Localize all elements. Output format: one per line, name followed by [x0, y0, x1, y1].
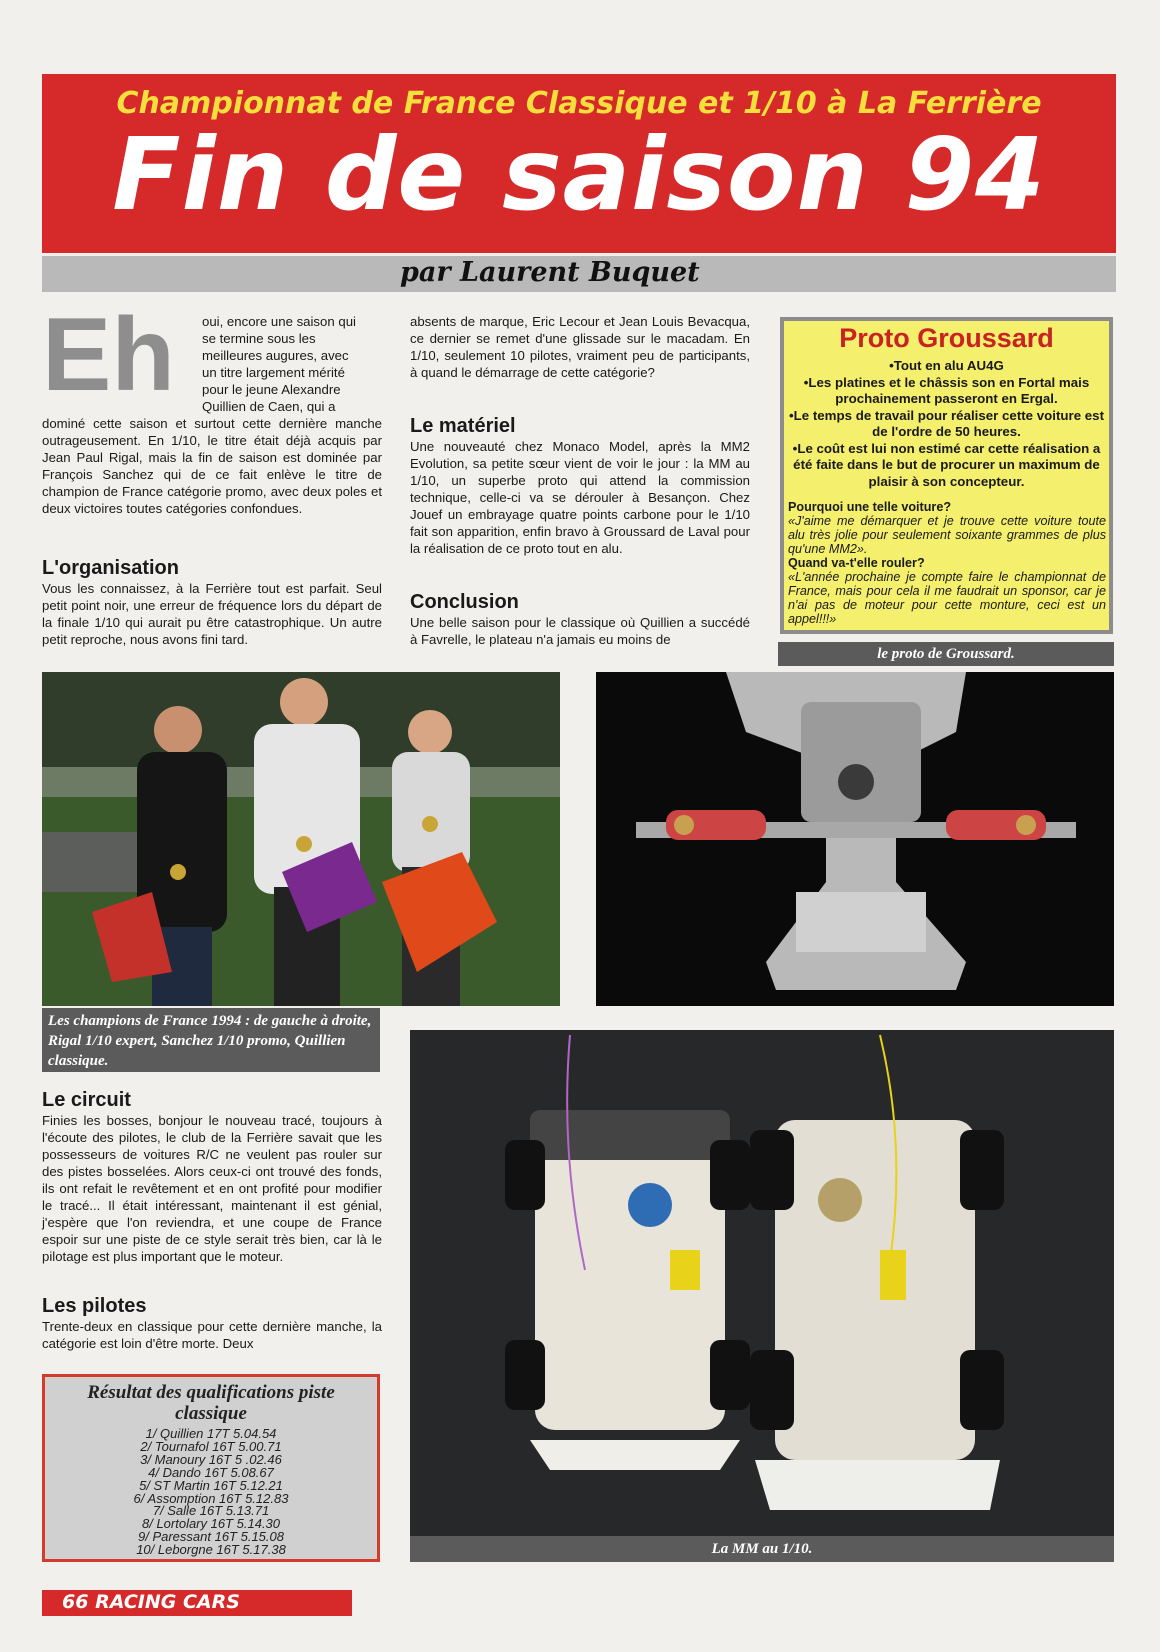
dropcap: Eh: [42, 297, 175, 413]
conclusion-body: Une belle saison pour le classique où Quillien a succédé à Favrelle, le plateau n'a jamais eu moins de: [410, 615, 750, 647]
circuit-body: Finies les bosses, bonjour le nouveau tracé, toujours à l'écoute des pilotes, le club de la Ferrière savait que les possesseurs de voitures R/C ne veulent pas rouler sur des pistes bosselées. Alors ceux-ci ont trouvé des fonds, ils ont refait le revêtement et en ont profité pour modifier le tracé... Il était intéressant, maintenant il est génial, j'espère que l'on reviendra, et une coupe de France espoir sur une piste de ce style serait très bien, car là le pilotage est plus important que le moteur.: [42, 1113, 382, 1264]
byline: par Laurent Buquet: [400, 257, 700, 288]
intro-line: Quillien de Caen, qui a: [202, 399, 336, 414]
organisation-body: Vous les connaissez, à la Ferrière tout est parfait. Seul petit point noir, une erreur de fréquence lors du départ de la finale 1/10 qui aurait pu être catastrophique. Un autre petit reproche, nous avons fini tard.: [42, 581, 382, 647]
header-subtitle: Championnat de France Classique et 1/10 à La Ferrière: [116, 86, 1042, 121]
mm-photo: [410, 1030, 1114, 1536]
result-row: 2/ Tournafol 16T 5.00.71: [140, 1438, 282, 1454]
champions-photo: [42, 672, 560, 1006]
answer: «L'année prochaine je compte faire le championnat de France, mais pour cela il me faudrait un sponsor, car je n'ai pas de moteur pour cette monture, ceci est un appel!!!»: [788, 570, 1106, 626]
footer-text: [62, 1591, 240, 1613]
heading-organisation: L'organisation: [42, 557, 179, 579]
result-row: 8/ Lortolary 16T 5.14.30: [141, 1516, 281, 1532]
question: Pourquoi une telle voiture?: [788, 500, 952, 514]
result-row: 1/ Quillien 17T 5.04.54: [145, 1426, 277, 1441]
proto-item: •Tout en alu AU4G: [889, 358, 1004, 373]
proto-caption: le proto de Groussard.: [778, 642, 1114, 666]
heading-pilotes: Les pilotes: [42, 1295, 147, 1317]
result-row: 10/ Leborgne 16T 5.17.38: [136, 1542, 286, 1558]
intro-line: se termine sous les: [202, 331, 316, 346]
heading-materiel: Le matériel: [410, 415, 516, 437]
page-title: Fin de saison 94: [112, 116, 1046, 233]
page-number: 66: [62, 1591, 89, 1613]
result-row: 5/ ST Martin 16T 5.12.21: [139, 1477, 283, 1493]
materiel-body: Une nouveauté chez Monaco Model, après la MM2 Evolution, sa petite sœur vient de voir le jour : la MM au 1/10, un superbe proto qui attend la commission technique, celle-ci va se dérouler à Besançon. Chez Jouef un embrayage quatre points carbone pour le 1/10 fait son apparition, enfin bravo à Groussard de Laval pour la réalisation de ce proto tout en alu.: [410, 439, 750, 556]
intro-line: un titre largement mérité: [202, 365, 345, 380]
champions-caption: Les champions de France 1994 : de gauche à droite, Rigal 1/10 expert, Sanchez 1/10 promo, Quillien classique.: [42, 1008, 380, 1072]
results-list: [42, 1428, 380, 1557]
result-row: 9/ Paressant 16T 5.15.08: [138, 1529, 284, 1545]
heading-circuit: Le circuit: [42, 1089, 131, 1111]
question: Quand va-t'elle rouler?: [788, 556, 925, 570]
intro-line: pour le jeune Alexandre: [202, 382, 341, 397]
mm-caption: La MM au 1/10.: [410, 1536, 1114, 1562]
intro-lines: [202, 313, 382, 415]
magazine-name: RACING CARS: [95, 1591, 240, 1613]
pilotes-body: Trente-deux en classique pour cette dernière manche, la catégorie est loin d'être morte. Deux: [42, 1319, 382, 1351]
result-row: 6/ Assomption 16T 5.12.83: [133, 1490, 289, 1506]
proto-interview: [788, 500, 1106, 626]
result-row: 7/ Salle 16T 5.13.71: [152, 1503, 270, 1519]
result-row: 4/ Dando 16T 5.08.67: [148, 1464, 274, 1480]
answer: «J'aime me démarquer et je trouve cette voiture toute alu très jolie pour seulement soixante grammes de plus qu'une MM2».: [788, 514, 1106, 556]
intro-line: meilleures augures, avec: [202, 348, 349, 363]
proto-title: Proto Groussard: [839, 323, 1054, 353]
proto-item: •Les platines et le châssis son en Fortal mais prochainement passeront en Ergal.: [803, 374, 1090, 406]
col2-top: absents de marque, Eric Lecour et Jean Louis Bevacqua, ce dernier se remet d'une glissade sur le macadam. En 1/10, seulement 10 pilotes, vraiment peu de participants, à quand le démarrage de cette catégorie?: [410, 314, 750, 380]
proto-list: [788, 358, 1105, 490]
proto-item: •Le temps de travail pour réaliser cette voiture est de l'ordre de 50 heures.: [788, 407, 1105, 439]
intro-line: oui, encore une saison qui: [202, 314, 356, 329]
results-title: Résultat des qualifications piste classique: [87, 1382, 335, 1424]
heading-conclusion: Conclusion: [410, 591, 519, 613]
result-row: 3/ Manoury 16T 5 .02.46: [140, 1451, 282, 1467]
intro-body: dominé cette saison et surtout cette dernière manche outrageusement. En 1/10, le titre était déjà acquis par Jean Paul Rigal, mais la fin de saison est dominée par François Sanchez qui de ce fait enlève le titre de champion de France catégorie promo, avec deux poles et deux victoires toutes catégories confondues.: [42, 416, 382, 516]
proto-item: •Le coût est lui non estimé car cette réalisation a été faite dans le but de procurer un maximum de plaisir à son concepteur.: [792, 440, 1101, 489]
proto-photo: [596, 672, 1114, 1006]
